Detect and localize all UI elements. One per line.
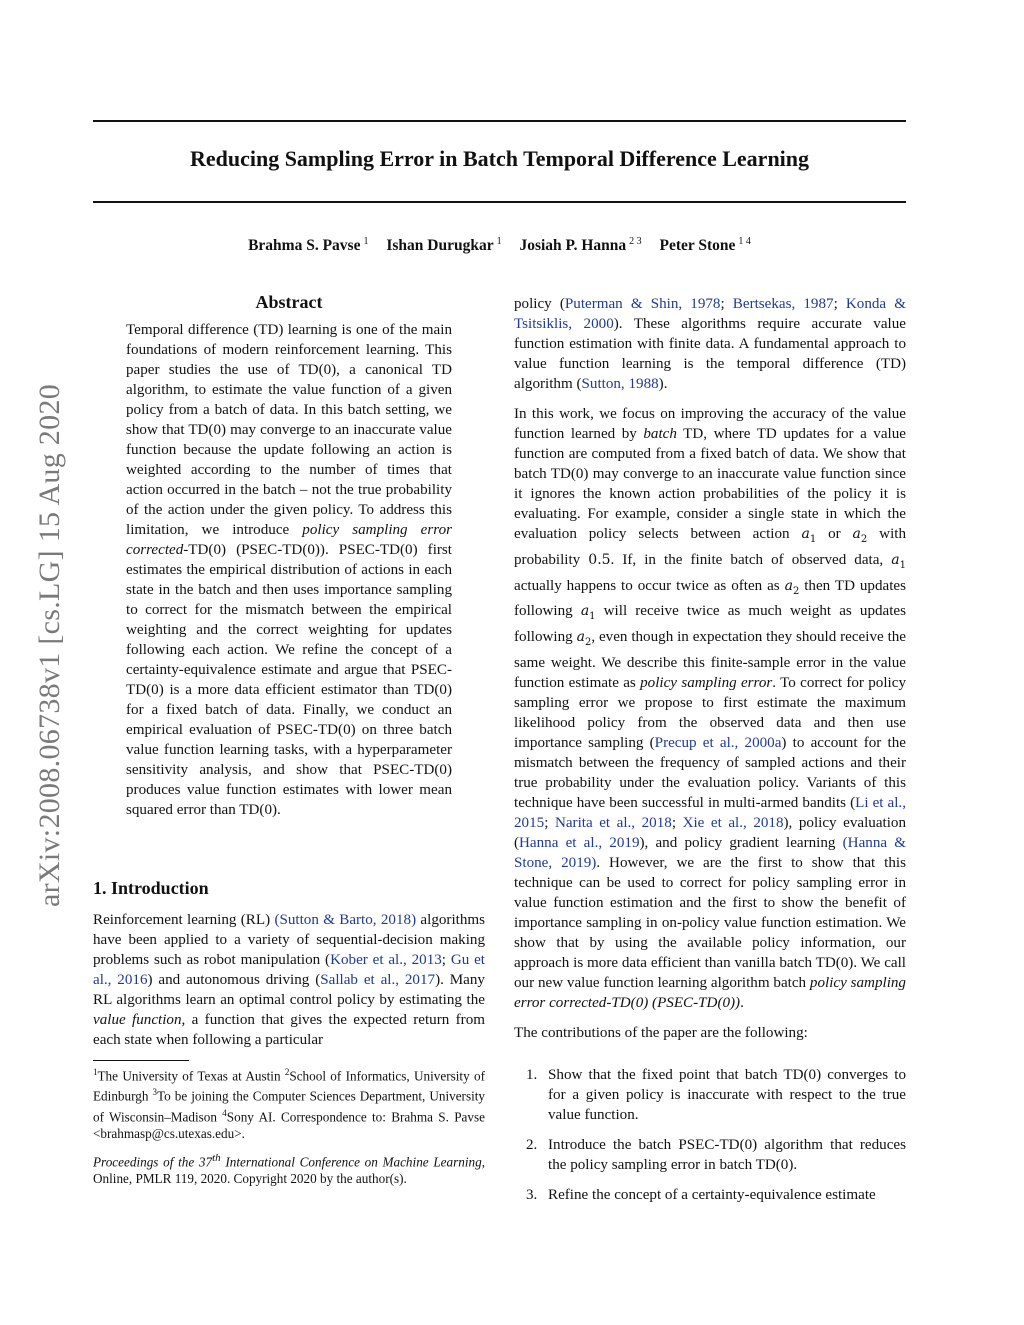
- citation-link[interactable]: Xie et al., 2018: [682, 814, 784, 831]
- affiliation-footnote: $^1$The University of Texas at Austin $^2$School of Informatics, University of Edinburgh $^3$To be joining the Computer Sciences Department, University of Wisconsin–Madison $^4$Sony AI. Correspondence to: Brahma S. Pavse <brahmasp@cs.utexas.edu>.: [93, 1067, 485, 1142]
- title-rule-bottom: [93, 201, 906, 203]
- citation-link[interactable]: Li et al., 2015: [514, 794, 906, 831]
- arxiv-id-text: arXiv:2008.06738v1 [cs.LG] 15 Aug 2020: [33, 383, 66, 907]
- abstract-text: Temporal difference (TD) learning is one of the main foundations of modern reinforcement learning. This paper studies the use of TD(0), a canonical TD algorithm, to estimate the value function of a given policy from a batch of data. In this batch setting, we show that TD(0) may converge to an inaccurate value function because the update following an action is weighted according to the number of times that action occurred in the batch – not the true probability of the action under the given policy. To address this limitation, we introduce policy sampling error corrected-TD(0) (PSEC-TD(0)). PSEC-TD(0) first estimates the empirical distribution of actions in each state in the batch and then uses importance sampling to correct for the mismatch between the empirical weighting and the correct weighting for updates following each action. We refine the concept of a certainty-equivalence estimate and argue that PSEC-TD(0) is a more data efficient estimator than TD(0) for a fixed batch of data. Finally, we conduct an empirical evaluation of PSEC-TD(0) on three batch value function learning tasks, with a hyperparameter sensitivity analysis, and show that PSEC-TD(0) produces value function estimates with lower mean squared error than TD(0).: [126, 322, 452, 818]
- citation-link[interactable]: Sallab et al., 2017: [320, 972, 436, 988]
- citation-link[interactable]: (Hanna & Stone, 2019): [514, 834, 907, 871]
- author-list: [93, 236, 906, 255]
- introduction-paragraph: Reinforcement learning (RL) (Sutton & Barto, 2018) algorithms have been applied to a variety of sequential-decision making problems such as robot manipulation (Kober et al., 2013; Gu et al., 2016) and autonomous driving (Sallab et al., 2017). Many RL algorithms learn an optimal control policy by estimating the value function, a function that gives the expected return from each state when following a particular: [93, 912, 485, 1048]
- introduction-section: [93, 878, 485, 1050]
- footnote-rule: [93, 1060, 189, 1061]
- author: Brahma S. Pavse $^1$: [248, 236, 369, 255]
- citation-link[interactable]: Precup et al., 2000a: [654, 734, 782, 751]
- intro-paragraph-work: In this work, we focus on improving the accuracy of the value function learned by batch TD, where TD updates for a value function are computed from a fixed batch of data. We show that batch TD(0) may converge to an inaccurate value function since it ignores the known action probabilities of the policy it is evaluating. For example, consider a single state in which the evaluation policy selects between action $a_1$ or $a_2$ with probability 0.5. If, in the finite batch of observed data, $a_1$ actually happens to occur twice as often as $a_2$ then TD updates following $a_1$ will receive twice as much weight as updates following $a_2$, even though in expectation they should receive the same weight. We describe this finite-sample error in the value function estimate as policy sampling error. To correct for policy sampling error we propose to first estimate the maximum likelihood policy from the observed data and then use importance sampling (Precup et al., 2000a) to account for the mismatch between the frequency of sampled actions and their true probability under the evaluation policy. Variants of this technique have been successful in multi-armed bandits (Li et al., 2015; Narita et al., 2018; Xie et al., 2018), policy evaluation (Hanna et al., 2019), and policy gradient learning (Hanna & Stone, 2019). However, we are the first to show that this technique can be used to correct for policy sampling error in value function estimation and the first to show the benefit of importance sampling in on-policy value function estimation. We show that by using the available policy information, our approach is more data efficient than vanilla batch TD(0). We call our new value function learning algorithm batch policy sampling error corrected-TD(0) (PSEC-TD(0)).: [514, 406, 907, 1011]
- introduction-heading: 1. Introduction: [93, 878, 209, 898]
- abstract-heading: Abstract: [255, 292, 323, 312]
- right-column: [514, 294, 906, 1215]
- citation-link[interactable]: Konda & Tsitsiklis, 2000: [514, 296, 906, 332]
- list-item: 1. Show that the fixed point that batch TD(0) converges to for a given policy is inaccurate with respect to the true value function.: [526, 1066, 906, 1123]
- abstract-section: [126, 292, 452, 820]
- list-item: 2. Introduce the batch PSEC-TD(0) algorithm that reduces the policy sampling error in batch TD(0).: [526, 1136, 906, 1173]
- author: Peter Stone $^{1 4}$: [659, 236, 751, 255]
- contributions-list: [514, 1065, 906, 1205]
- citation-link[interactable]: Hanna et al., 2019: [519, 834, 640, 851]
- citation-link[interactable]: Puterman & Shin, 1978: [564, 296, 721, 312]
- citation-link[interactable]: Bertsekas, 1987: [732, 296, 834, 312]
- arxiv-identifier: [20, 350, 80, 940]
- citation-link[interactable]: Sutton, 1988: [581, 376, 659, 392]
- author: Ishan Durugkar $^1$: [386, 236, 502, 255]
- citation-link[interactable]: Gu et al., 2016: [93, 952, 485, 988]
- author: Josiah P. Hanna $^{2 3}$: [519, 236, 642, 255]
- intro-paragraph-continued: policy (Puterman & Shin, 1978; Bertsekas, 1987; Konda & Tsitsiklis, 2000). These algorithms require accurate value function estimation with finite data. A fundamental approach to value function learning is the temporal difference (TD) algorithm (Sutton, 1988).: [514, 296, 906, 392]
- title-rule-top: [93, 120, 906, 122]
- contributions-intro: The contributions of the paper are the following:: [514, 1024, 808, 1041]
- paper-title: Reducing Sampling Error in Batch Temporal Difference Learning: [189, 146, 810, 171]
- citation-link[interactable]: Kober et al., 2013: [330, 952, 442, 968]
- citation-link[interactable]: Narita et al., 2018: [554, 814, 672, 831]
- list-item: 3. Refine the concept of a certainty-equivalence estimate: [526, 1186, 876, 1203]
- proceedings-note: Proceedings of the 37th International Conference on Machine Learning, Online, PMLR 119, 2020. Copyright 2020 by the author(s).: [93, 1152, 485, 1187]
- citation-link[interactable]: (Sutton & Barto, 2018): [274, 912, 417, 928]
